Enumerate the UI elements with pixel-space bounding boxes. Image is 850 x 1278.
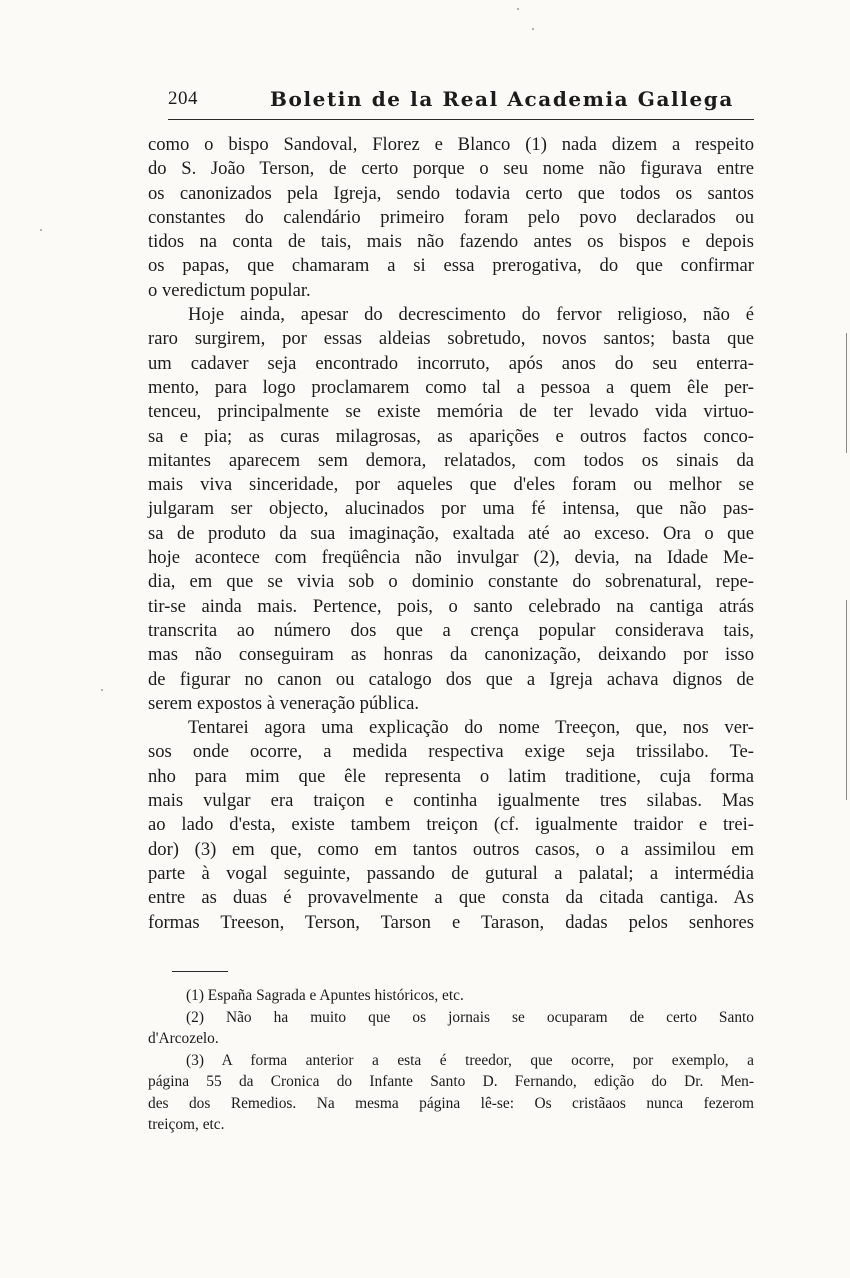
text-line: hoje acontece com freqüência não invulgar (2), devia, na Idade Me- (148, 547, 754, 569)
text-line: os canonizados pela Igreja, sendo todavia certo que todos os santos (148, 182, 754, 204)
journal-title: Boletin de la Real Academia Gallega (270, 87, 734, 111)
text-line: mais vulgar era traiçon e continha igualmente tres silabas. Mas (148, 790, 754, 812)
text-line: parte à vogal seguinte, passando de gutural a palatal; a intermédia (148, 862, 754, 884)
page-number: 204 (168, 88, 198, 109)
text-line: mitantes aparecem sem demora, relatados, com todos os sinais da (148, 449, 754, 471)
text-line: tir-se ainda mais. Pertence, pois, o santo celebrado na cantiga atrás (148, 595, 754, 617)
scan-margin-mark (846, 333, 847, 453)
text-line: constantes do calendário primeiro foram pelo povo declarados ou (148, 206, 754, 228)
text-line: Hoje ainda, apesar do decrescimento do fervor religioso, não é (188, 304, 754, 326)
footnote-line: (1) España Sagrada e Apuntes históricos, etc. (186, 987, 464, 1004)
text-line: dor) (3) em que, como em tantos outros casos, o a assimilou em (148, 838, 754, 860)
footnote-line: d'Arcozelo. (148, 1030, 219, 1047)
text-line: sa de produto da sua imaginação, exaltada até ao exceso. Ora o que (148, 522, 754, 544)
footnote-line: (2) Não ha muito que os jornais se ocuparam de certo Santo (186, 1008, 754, 1026)
text-line: dia, em que se vivia sob o dominio constante do sobrenatural, repe- (148, 571, 754, 593)
text-line: tidos na conta de tais, mais não fazendo antes os bispos e depois (148, 231, 754, 253)
running-header (168, 88, 754, 116)
footnote-line: página 55 da Cronica do Infante Santo D. Fernando, edição do Dr. Men- (148, 1073, 754, 1090)
text-line: transcrita ao número dos que a crença popular considerava tais, (148, 619, 754, 641)
text-line: mas não conseguiram as honras da canonização, deixando por isso (148, 644, 754, 666)
footnotes (148, 985, 754, 1136)
text-line: do S. João Terson, de certo porque o seu nome não figurava entre (148, 158, 754, 180)
header-rule (168, 119, 754, 120)
text-line: sa e pia; as curas milagrosas, as aparições e outros factos conco- (148, 425, 754, 447)
footnote-line: (3) A forma anterior a esta é treedor, que ocorre, por exemplo, a (186, 1051, 754, 1069)
text-line: julgaram ser objecto, alucinados por uma fé intensa, que não pas- (148, 498, 754, 520)
footnote-line: treiçom, etc. (148, 1116, 225, 1133)
text-line: raro surgirem, por essas aldeias sobretudo, novos santos; basta que (148, 328, 754, 350)
text-line: Tentarei agora uma explicação do nome Treeçon, que, nos ver- (188, 717, 754, 739)
text-line: os papas, que chamaram a si essa prerogativa, do que confirmar (148, 255, 754, 277)
scan-margin-mark (846, 600, 847, 800)
scan-speck (517, 8, 519, 10)
text-line: de figurar no canon ou catalogo dos que a Igreja achava dignos de (148, 668, 754, 690)
text-line: como o bispo Sandoval, Florez e Blanco (1) nada dizem a respeito (148, 134, 754, 155)
text-line: um cadaver seja encontrado incorruto, após anos do seu enterra- (148, 352, 754, 374)
scan-speck (40, 229, 42, 231)
text-line: entre as duas é provavelmente a que consta da citada cantiga. As (148, 887, 754, 909)
text-line: ao lado d'esta, existe tambem treiçon (cf. igualmente traidor e trei- (148, 814, 754, 836)
footnote-line: des dos Remedios. Na mesma página lê-se: Os cristãaos nunca fezerom (148, 1094, 754, 1112)
text-line: serem expostos à veneração pública. (148, 692, 420, 714)
text-line: nho para mim que êle representa o latim traditione, cuja forma (148, 765, 754, 787)
scan-speck (532, 28, 534, 30)
text-line: mais viva sinceridade, por aqueles que d'eles foram ou melhor se (148, 474, 754, 496)
text-line: mento, para logo proclamarem como tal a pessoa a quem êle per- (148, 376, 754, 398)
text-line: sos onde ocorre, a medida respectiva exige seja trissilabo. Te- (148, 741, 754, 763)
text-line: formas Treeson, Terson, Tarson e Tarason, dadas pelos senhores (148, 911, 754, 933)
text-line: o veredictum popular. (148, 279, 311, 301)
text-line: tenceu, principalmente se existe memória de ter levado vida virtuo- (148, 401, 754, 423)
scan-speck (101, 689, 103, 691)
main-text (148, 133, 754, 935)
footnote-rule (172, 971, 228, 972)
